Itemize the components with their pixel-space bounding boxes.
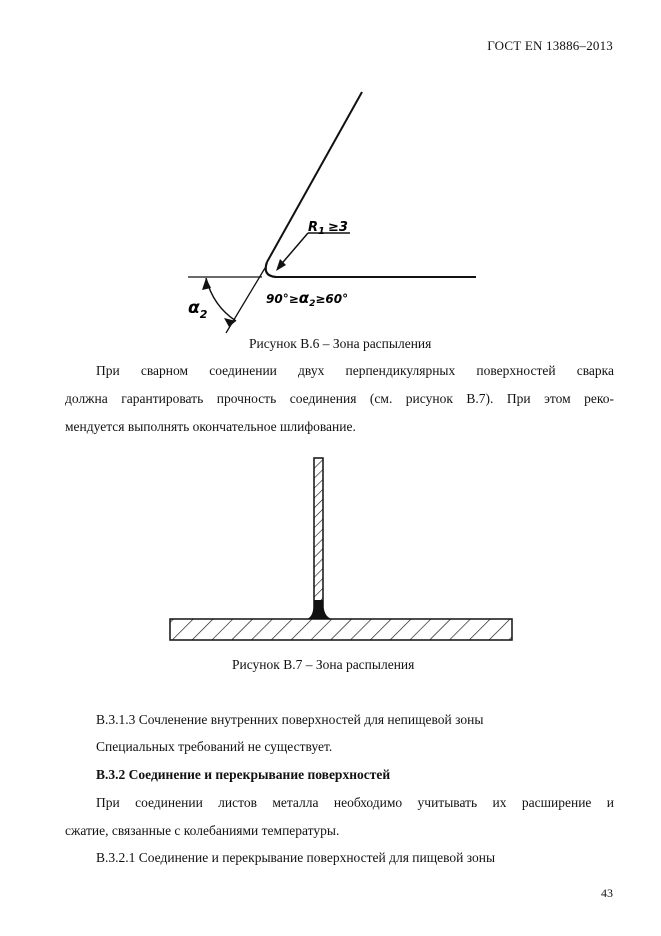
weld-fillet bbox=[306, 600, 333, 619]
section-b313-heading: В.3.1.3 Сочленение внутренних поверхностей для непищевой зоны bbox=[96, 712, 484, 727]
section-b321-heading: В.3.2.1 Соединение и перекрывание поверхностей для пищевой зоны bbox=[96, 850, 496, 865]
vertical-plate bbox=[314, 458, 323, 618]
alpha-label: $\alpha_2$ bbox=[188, 298, 208, 321]
section-b32-line-1: При соединении листов металла необходимо учитывать их расширение и bbox=[96, 795, 614, 810]
horizontal-plate bbox=[170, 619, 512, 640]
radius-label: $R_1 \ge 3$ bbox=[308, 220, 348, 237]
section-b32-line-2: сжатие, связанные с колебаниями температуры. bbox=[65, 823, 340, 838]
section-b32-heading: В.3.2 Соединение и перекрывание поверхностей bbox=[96, 767, 391, 782]
document-header: ГОСТ EN 13886–2013 bbox=[487, 38, 613, 53]
section-b313-text: Специальных требований не существует. bbox=[96, 739, 333, 754]
page-number: 43 bbox=[601, 886, 613, 900]
paragraph-1-line-3: мендуется выполнять окончательное шлифование. bbox=[65, 419, 356, 434]
angle-condition-label: $90^\circ\ge\alpha_2\ge 60^\circ$ bbox=[266, 289, 349, 309]
figure-b7-caption: Рисунок В.7 – Зона распыления bbox=[232, 657, 415, 672]
paragraph-1-line-2: должна гарантировать прочность соединения (см. рисунок В.7). При этом реко- bbox=[65, 391, 614, 406]
paragraph-1-line-1: При сварном соединении двух перпендикулярных поверхностей сварка bbox=[96, 363, 614, 378]
figure-b6-caption: Рисунок В.6 – Зона распыления bbox=[249, 336, 432, 351]
